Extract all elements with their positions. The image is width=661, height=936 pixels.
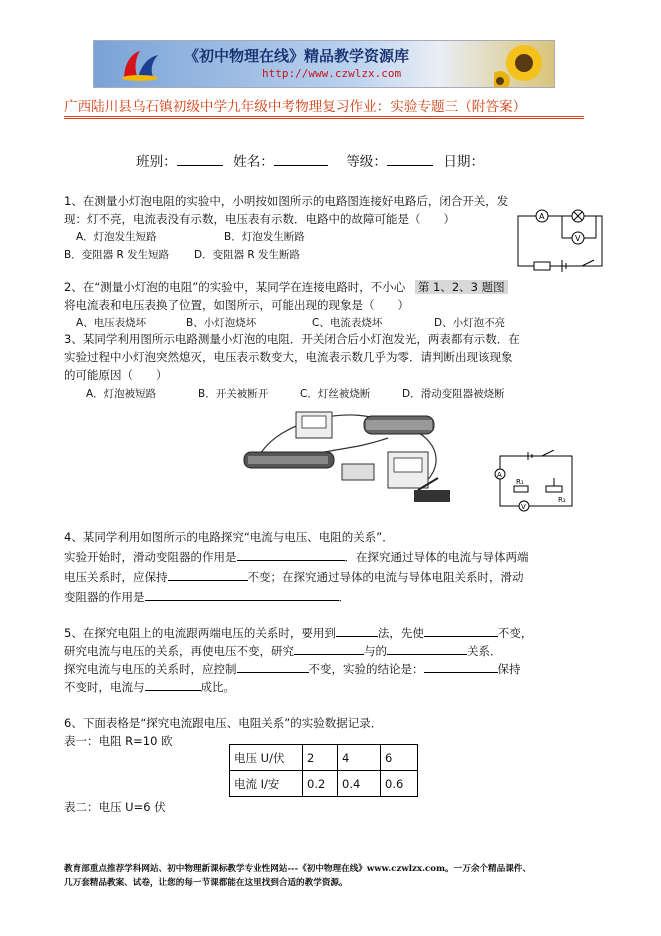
question-1-text: 1、在测量小灯泡电阻的实验中，小明按如图所示的电路图连接好电路后，闭合开关，发	[64, 194, 509, 208]
answer-blank[interactable]	[336, 624, 378, 637]
question-5-text	[64, 624, 532, 643]
q2-option-d: D、小灯泡不亮	[434, 317, 506, 329]
q4-text: ．在探究通过导体的电流与导体两端	[344, 550, 529, 564]
question-1-text: 现：灯不亮，电流表没有示数，电压表有示数．电路中的故障可能是（ ）	[64, 212, 455, 226]
question-2-line: 2、在“测量小灯泡的电阻”的实验中，某同学在连接电路时，不小心	[64, 280, 406, 294]
page-footer	[64, 862, 531, 890]
q3-option-d: D．滑动变阻器被烧断	[402, 388, 505, 400]
q4-text: 不变；在探究通过导体的电流与导体电阻关系时，滑动	[247, 570, 524, 584]
q5-text: 5、在探究电阻上的电流跟两端电压的关系时，要用到	[64, 626, 336, 640]
table-cell: 2	[303, 745, 338, 771]
question-2-text	[64, 278, 508, 297]
table2-caption: 表二：电压 U=6 伏	[64, 800, 166, 814]
question-6-text: 6、下面表格是“探究电流跟电压、电阻关系”的实验数据记录．	[64, 716, 383, 730]
q5-text: 与的	[364, 644, 387, 658]
class-blank[interactable]	[177, 153, 223, 166]
q4-text: ．	[338, 590, 350, 604]
q5-text: 成比。	[200, 680, 235, 694]
table-cell: 0.6	[381, 771, 418, 797]
answer-blank[interactable]	[145, 678, 201, 691]
table-cell: 电流 I/安	[230, 771, 303, 797]
answer-blank[interactable]	[294, 642, 364, 655]
q1-option-a: A．灯泡发生短路	[76, 231, 157, 243]
table-row	[230, 745, 418, 771]
q3-option-b: B．开关被断开	[198, 388, 269, 400]
class-label: 班别：	[136, 154, 177, 170]
q1-option-d: D．变阻器 R 发生断路	[194, 249, 301, 261]
banner-url[interactable]: http://www.czwlzx.com	[262, 67, 402, 80]
answer-blank[interactable]	[168, 568, 248, 581]
table-cell: 电压 U/伏	[230, 745, 303, 771]
banner-name: 《初中物理在线》精品教学资源库	[184, 47, 410, 65]
q3-option-a: A．灯泡被短路	[86, 388, 157, 400]
answer-blank[interactable]	[424, 624, 498, 637]
title-divider	[64, 118, 584, 119]
date-label: 日期：	[443, 154, 485, 170]
table-cell: 6	[381, 745, 418, 771]
q4-text: 电压关系时，应保持	[64, 570, 168, 584]
footer-line: 几万套精品教案、试卷，让您的每一节课都能在这里找到合适的教学资源。	[64, 878, 348, 888]
voltmeter-label: V	[575, 234, 581, 243]
table-cell: 4	[338, 745, 381, 771]
q5-text: 不变时，电流与	[64, 680, 145, 694]
q4-text: 变阻器的作用是	[64, 590, 145, 604]
ammeter-label: A	[539, 212, 545, 221]
apparatus-illustration	[238, 408, 464, 508]
question-5-text	[64, 642, 502, 661]
q5-text: 研究电流与电压的关系，再使电压不变，研究	[64, 644, 294, 658]
q2-option-b: B、小灯泡烧坏	[186, 317, 257, 329]
grade-label: 等级：	[346, 154, 387, 170]
sunflower-icon	[494, 41, 554, 87]
document-title: 广西陆川县乌石镇初级中学九年级中考物理复习作业：实验专题三（附答案）	[64, 99, 527, 115]
q2-option-a: A、电压表烧坏	[76, 317, 147, 329]
voltmeter-label: V	[521, 503, 526, 511]
q5-text: 不变，	[497, 626, 533, 640]
answer-blank[interactable]	[387, 642, 467, 655]
footer-line: 教育部重点推荐学科网站、初中物理新课标教学专业性网站---《初中物理在线》www.czwlzx.com。一万余个精品课件、	[64, 864, 531, 874]
name-label: 姓名：	[233, 154, 274, 170]
ammeter-label: A	[497, 471, 502, 479]
question-4-text	[64, 548, 529, 567]
info-line	[136, 150, 484, 170]
answer-blank[interactable]	[237, 548, 345, 561]
table-cell: 0.4	[338, 771, 381, 797]
q3-option-c: C．灯丝被烧断	[300, 388, 371, 400]
question-2-text: 将电流表和电压表换了位置，如图所示，可能出现的现象是（ ）	[64, 298, 409, 312]
q1-option-c: B．变阻器 R 发生短路	[64, 249, 170, 261]
q5-text: 不变，实验的结论是：	[308, 662, 424, 676]
question-5-text	[64, 660, 521, 679]
question-5-text	[64, 678, 235, 697]
question-3-text: 实验过程中小灯泡突然熄灭，电压表示数变大，电流表示数几乎为零．请判断出现该现象	[64, 350, 513, 364]
q2-option-c: C、电流表烧坏	[312, 317, 383, 329]
q5-text: 探究电流与电压的关系时，应控制	[64, 662, 237, 676]
r2-label: R₂	[558, 496, 566, 504]
grade-blank[interactable]	[387, 153, 433, 166]
header-banner	[93, 40, 555, 88]
table-cell: 0.2	[303, 771, 338, 797]
circuit-diagram	[512, 208, 608, 272]
name-blank[interactable]	[274, 153, 328, 166]
logo-icon	[118, 45, 162, 83]
table-row	[230, 771, 418, 797]
question-4-text: 4、某同学利用如图所示的电路探究“电流与电压、电阻的关系”．	[64, 530, 394, 544]
question-3-text: 的可能原因（ ）	[64, 368, 168, 382]
q5-text: 保持	[497, 662, 521, 676]
question-3-text: 3、某同学利用图所示电路测量小灯泡的电阻．开关闭合后小灯泡发光，两表都有示数．在	[64, 332, 520, 346]
q1-option-b: B．灯泡发生断路	[224, 231, 305, 243]
answer-blank[interactable]	[424, 660, 498, 673]
data-table-1	[229, 744, 418, 797]
q4-text: 实验开始时，滑动变阻器的作用是	[64, 550, 237, 564]
figure-tag: 第 1、2、3 题图	[415, 280, 508, 294]
answer-blank[interactable]	[237, 660, 309, 673]
question-4-text	[64, 588, 350, 607]
title-divider	[64, 116, 584, 117]
q5-text: 法，先使	[377, 626, 424, 640]
question-4-text	[64, 568, 524, 587]
table1-caption: 表一：电阻 R=10 欧	[64, 734, 173, 748]
answer-blank[interactable]	[145, 588, 339, 601]
schematic-diagram	[492, 450, 578, 518]
q5-text: 关系．	[467, 644, 502, 658]
r1-label: R₁	[516, 478, 524, 486]
